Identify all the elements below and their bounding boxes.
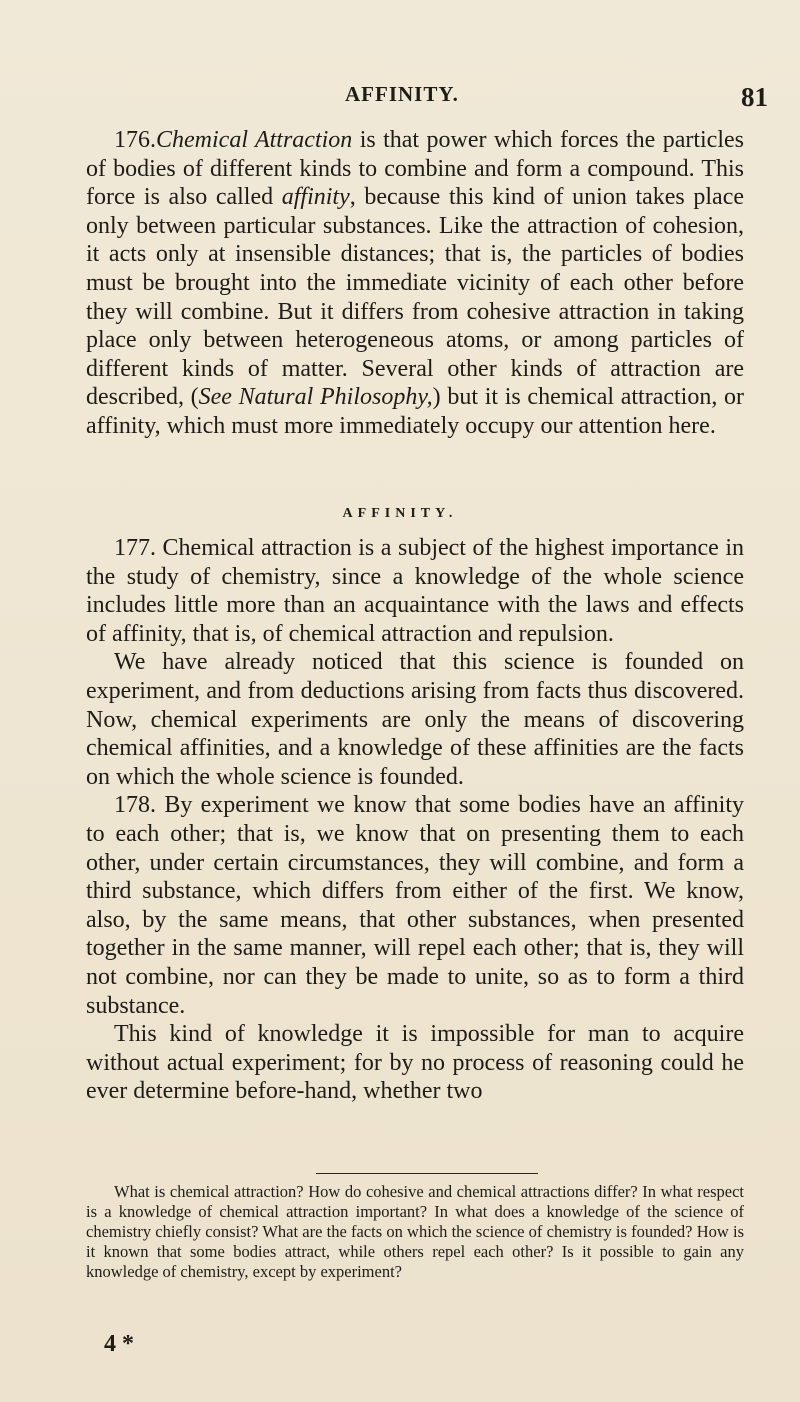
- review-questions: [86, 1182, 744, 1282]
- paragraph-177: 177. Chemical attraction is a subject of the highest importance in the study of chemistry, since a knowledge of the whole science includes little more than an acquaintance with the laws and effects of affinity, that is, of chemical attraction and repulsion.: [86, 535, 744, 647]
- page-number: 81: [741, 82, 768, 112]
- section-affinity: [86, 534, 744, 1106]
- paragraph-knowledge: This kind of knowledge it is impossible for man to acquire without actual experiment; for by no process of reasoning could he ever determine before-hand, whether two: [86, 1021, 744, 1105]
- section-heading: AFFINITY.: [342, 506, 458, 521]
- paragraph-text: , because this kind of union takes place only between particular substances. Like the attraction of cohesion, it acts only at insensible distances; that is, the particles of bodies must be brought into the immediate vicinity of each other before they will combine. But it differs from cohesive attraction in taking place only between heterogeneous atoms, or among particles of different kinds of matter. Several other kinds of attraction are described, (: [86, 184, 745, 411]
- reference-natural-philosophy: See Natural Philosophy,: [198, 384, 433, 411]
- paragraph-178: 178. By experiment we know that some bodies have an affinity to each other; that is, we know that on presenting them to each other, under certain circumstances, they will combine, and form a third substance, which differs from either of the first. We know, also, by the same means, that other substances, when presented together in the same manner, will repel each other; that is, they will not combine, nor can they be made to unite, so as to form a third substance.: [86, 792, 744, 1019]
- questions-text: What is chemical attraction? How do cohesive and chemical attractions differ? In what respect is a knowledge of chemical attraction important? In what does a knowledge of the science of chemistry chiefly consist? What are the facts on which the science of chemistry is founded? How is it known that some bodies attract, while others repel each other? Is it possible to gain any knowledge of chemistry, except by experiment?: [86, 1182, 744, 1281]
- paragraph-176: [86, 126, 744, 441]
- paragraph-text: is that power which forces the particles of bodies of different kinds to combine and form a compound. This force is also called: [86, 127, 744, 211]
- term-chemical-attraction: Chemical Attraction: [156, 127, 353, 153]
- footnote-rule: [316, 1173, 538, 1174]
- paragraph-text: ) but it is chemical attraction, or affinity, which must more immediately occupy our attention here.: [86, 384, 745, 439]
- signature-mark: 4 *: [104, 1331, 134, 1357]
- section-176: [86, 126, 744, 441]
- term-affinity: affinity: [281, 184, 350, 211]
- running-head: AFFINITY.: [345, 82, 459, 106]
- page-header: [0, 80, 800, 116]
- paragraph-experiment: We have already noticed that this science is founded on experiment, and from deductions arising from facts thus discovered. Now, chemical experiments are only the means of discovering chemical affinities, and a knowledge of these affinities are the facts on which the whole science is founded.: [86, 649, 744, 790]
- paragraph-number: 176.: [114, 127, 156, 153]
